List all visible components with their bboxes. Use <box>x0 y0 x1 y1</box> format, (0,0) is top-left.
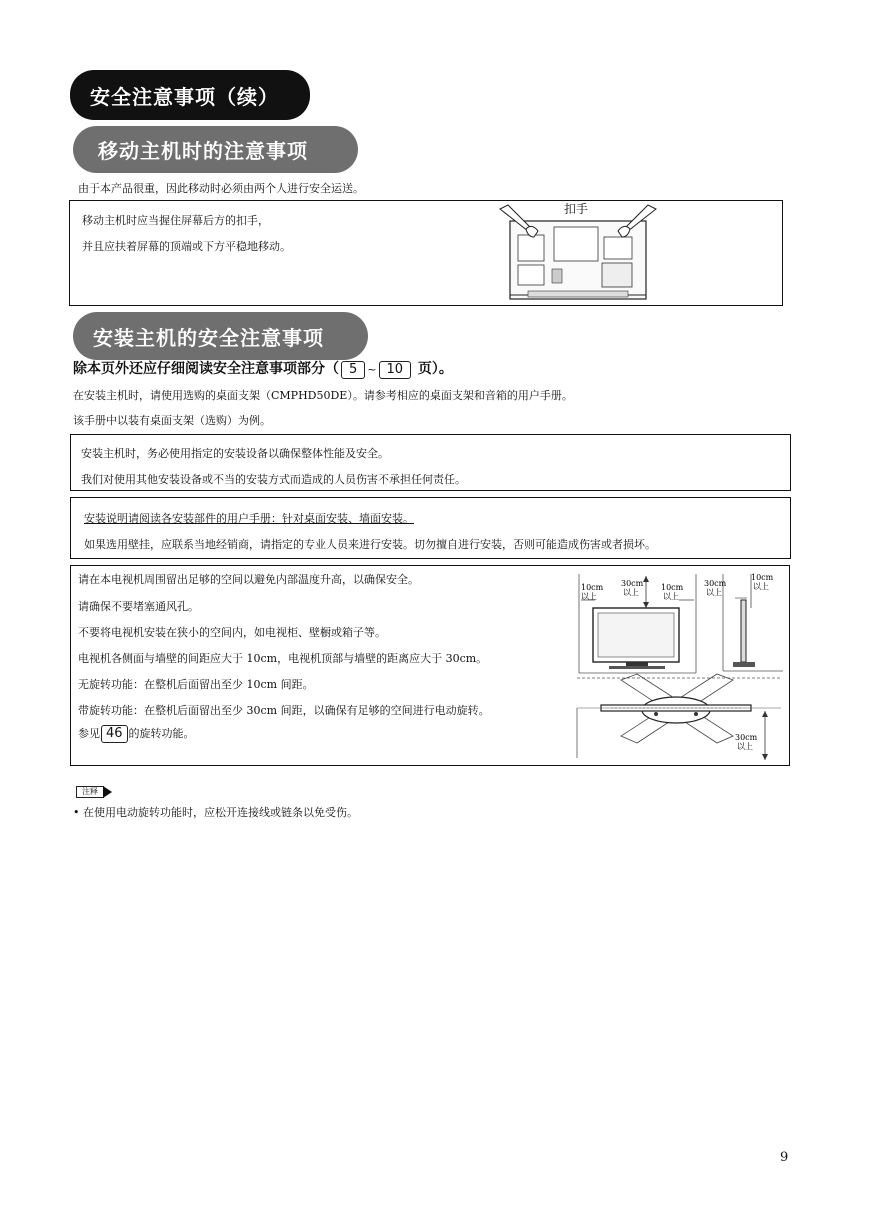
label-right-sub: 以上 <box>663 592 679 601</box>
install-heading <box>73 359 453 380</box>
note-arrow-icon <box>103 786 112 798</box>
install-box-clearance <box>70 565 790 766</box>
install-heading-after: 页）。 <box>417 361 453 377</box>
install-line-2: 该手册中以装有桌面支架（选购）为例。 <box>73 414 271 427</box>
moving-intro: 由于本产品很重，因此移动时必须由两个人进行安全运送。 <box>78 182 364 195</box>
label-side-back-sub: 以上 <box>753 582 769 591</box>
see-before: 参见 <box>78 727 100 740</box>
box3-line-1: 请在本电视机周围留出足够的空间以避免内部温度升高，以确保安全。 <box>78 573 419 586</box>
box3-line-5: 无旋转功能：在整机后面留出至少 10cm 间距。 <box>78 678 314 691</box>
label-left-sub: 以上 <box>581 592 597 601</box>
label-side-top-30cm: 30cm <box>704 579 727 588</box>
handle-label: 扣手 <box>564 202 589 216</box>
moving-line-1: 移动主机时应当握住屏幕后方的扣手， <box>82 214 269 227</box>
section-title-moving-text: 移动主机时的注意事项 <box>98 139 308 163</box>
install-line-1: 在安装主机时，请使用选购的桌面支架（CMPHD50DE）。请参考相应的桌面支架和音箱的用户手册。 <box>73 389 573 402</box>
note-text: • 在使用电动旋转功能时，应松开连接线或链条以免受伤。 <box>73 806 358 819</box>
see-after: 的旋转功能。 <box>128 727 195 740</box>
note-badge <box>76 786 112 798</box>
page-number: 9 <box>780 1150 789 1165</box>
label-swivel-30cm: 30cm <box>735 733 758 742</box>
page-title <box>70 70 310 120</box>
label-side-top-sub: 以上 <box>706 588 722 597</box>
label-side-back-10cm: 10cm <box>751 573 774 582</box>
install-box-manuals <box>70 497 791 559</box>
tv-back-handles-illustration <box>498 201 658 305</box>
install-heading-before: 除本页外还应仔细阅读安全注意事项部分（ <box>73 361 339 377</box>
box1-line-2: 我们对使用其他安装设备或不当的安装方式而造成的人员伤害不承担任何责任。 <box>81 473 466 486</box>
label-swivel-sub: 以上 <box>737 742 753 751</box>
section-title-install <box>73 312 368 360</box>
section-title-install-text: 安装主机的安全注意事项 <box>93 325 324 350</box>
page-title-text: 安全注意事项（续） <box>90 84 279 109</box>
note-label: 注释 <box>76 786 104 798</box>
page-ref-46[interactable]: 46 <box>101 725 128 743</box>
box3-line-2: 请确保不要堵塞通风孔。 <box>78 600 199 613</box>
moving-line-2: 并且应扶着屏幕的顶端或下方平稳地移动。 <box>82 240 291 253</box>
box3-line-6: 带旋转功能：在整机后面留出至少 30cm 间距，以确保有足够的空间进行电动旋转。 <box>78 704 490 717</box>
page-ref-separator: ~ <box>367 363 377 376</box>
label-left-10cm: 10cm <box>581 583 604 592</box>
section-title-moving <box>73 126 358 173</box>
box1-line-1: 安装主机时，务必使用指定的安装设备以确保整体性能及安全。 <box>81 447 389 460</box>
label-right-10cm: 10cm <box>661 583 684 592</box>
clearance-illustration <box>571 568 786 763</box>
box2-line-2: 如果选用壁挂，应联系当地经销商，请指定的专业人员来进行安装。切勿擅自进行安装，否则可能造成伤害或者损坏。 <box>84 538 656 551</box>
box3-line-3: 不要将电视机安装在狭小的空间内，如电视柜、壁橱或箱子等。 <box>78 626 386 639</box>
box3-see-line <box>78 725 195 743</box>
moving-box <box>69 200 783 306</box>
install-box-warning <box>70 434 791 491</box>
label-top-30cm: 30cm <box>621 579 644 588</box>
box3-line-4: 电视机各侧面与墙壁的间距应大于 10cm，电视机顶部与墙壁的距离应大于 30cm。 <box>78 652 488 665</box>
box2-line-1: 安装说明请阅读各安装部件的用户手册：针对桌面安装、墙面安装。 <box>84 512 414 525</box>
page-ref-start[interactable]: 5 <box>341 361 365 379</box>
label-top-sub: 以上 <box>623 588 639 597</box>
page-ref-end[interactable]: 10 <box>379 361 412 379</box>
